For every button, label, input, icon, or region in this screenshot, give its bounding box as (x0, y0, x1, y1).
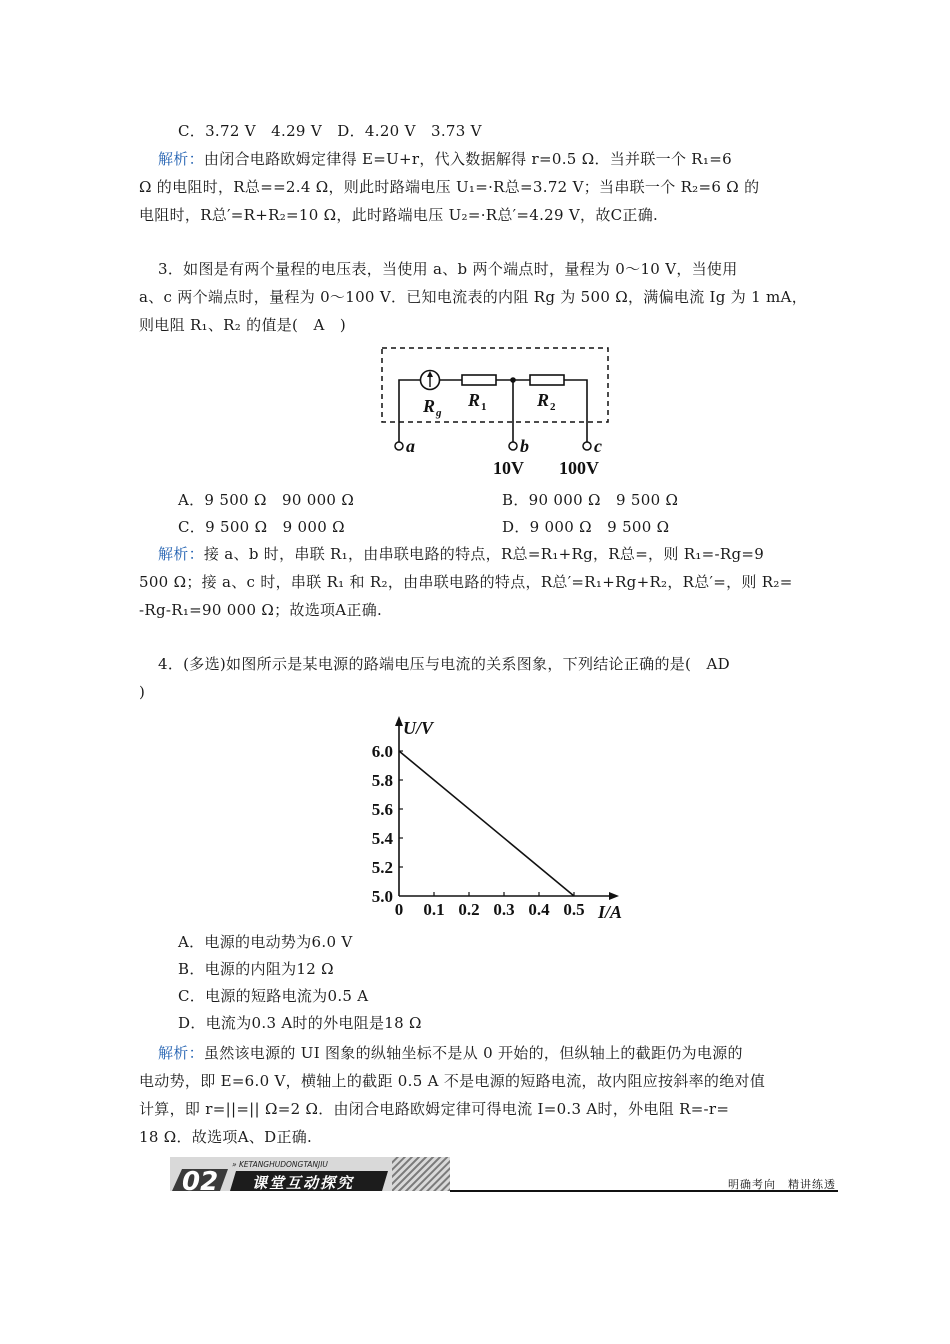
q4-analysis-line-3: 计算，即 r=||=|| Ω=2 Ω．由闭合电路欧姆定律可得电流 I=0.3 A时，外电阻 R=-r= (139, 1100, 730, 1118)
q3-option-a: A．9 500 Ω 90 000 Ω (178, 491, 355, 509)
label-terminal-c: c (594, 436, 602, 456)
y-tick-label: 5.6 (371, 800, 393, 819)
label-range-100v: 100V (559, 458, 599, 478)
q4-option-a: A．电源的电动势为6.0 V (178, 933, 353, 951)
label-rg: R (423, 396, 436, 416)
label-r1-sub: 1 (481, 401, 487, 413)
label-r2: R (537, 390, 550, 410)
analysis-label: 解析： (158, 150, 204, 168)
q3-stem-line-2: a、c 两个端点时，量程为 0～100 V．已知电流表的内阻 Rg 为 500 Ω，满偏电流 Ig 为 1 mA， (139, 288, 807, 306)
q2-options-cd: C．3.72 V 4.29 V D．4.20 V 3.73 V (178, 122, 482, 140)
q3-stem-line-1: 3．如图是有两个量程的电压表，当使用 a、b 两个端点时，量程为 0～10 V，当使用 (158, 260, 738, 278)
label-r2-sub: 2 (550, 401, 556, 413)
q3-analysis-line-3: -Rg-R₁=90 000 Ω；故选项A正确. (139, 601, 383, 619)
x-tick-label: 0.1 (423, 900, 445, 919)
q2-analysis-line-2: Ω 的电阻时，R总==2.4 Ω，则此时路端电压 U₁=·R总=3.72 V；当串联一个 R₂=6 Ω 的 (139, 178, 760, 196)
x-tick-label: 0.4 (528, 900, 550, 919)
q3-option-d: D．9 000 Ω 9 500 Ω (502, 518, 670, 536)
x-axis-label: I/A (598, 902, 623, 922)
terminal-b-icon (509, 442, 517, 450)
analysis-label: 解析： (158, 545, 204, 563)
y-tick-label: 5.4 (371, 829, 393, 848)
ui-graph (355, 712, 645, 924)
q4-stem-line-1: 4．(多选)如图所示是某电源的路端电压与电流的关系图象，下列结论正确的是( AD (158, 655, 730, 673)
wire-a (399, 380, 421, 442)
q4-stem-line-2: ) (139, 683, 146, 701)
analysis-label: 解析： (158, 1044, 204, 1062)
y-tick-label: 5.8 (371, 771, 393, 790)
y-tick-label: 5.2 (371, 858, 393, 877)
q3-analysis-line-2: 500 Ω；接 a、c 时，串联 R₁ 和 R₂，由串联电路的特点，R总′=R₁+Rg+R₂，R总′=，则 R₂= (139, 573, 793, 591)
x-tick-label: 0.3 (493, 900, 515, 919)
q3-option-c: C．9 500 Ω 9 000 Ω (178, 518, 345, 536)
resistor-r2 (530, 375, 564, 385)
q4-option-b: B．电源的内阻为12 Ω (178, 960, 334, 978)
footer-right-text: 明确考向 精讲练透 (728, 1178, 836, 1191)
y-tick-label: 5.0 (371, 887, 393, 906)
banner-number: 02 (182, 1167, 219, 1191)
q4-analysis-line-2: 电动势，即 E=6.0 V，横轴上的截距 0.5 A 不是电源的短路电流，故内阻应按斜率的绝对值 (139, 1072, 766, 1090)
q3-option-b: B．90 000 Ω 9 500 Ω (502, 491, 679, 509)
q3-analysis-line-1: 解析：接 a、b 时，串联 R₁，由串联电路的特点，R总=R₁+Rg，R总=，则 R₁=-Rg=9 (158, 545, 765, 563)
q2-analysis-line-3: 电阻时，R总′=R+R₂=10 Ω，此时路端电压 U₂=·R总′=4.29 V，故C正确. (139, 206, 659, 224)
q4-option-c: C．电源的短路电流为0.5 A (178, 987, 369, 1005)
q2-analysis-line-1: 解析：由闭合电路欧姆定律得 E=U+r，代入数据解得 r=0.5 Ω．当并联一个 R₁=6 (158, 150, 732, 168)
terminal-a-icon (395, 442, 403, 450)
label-range-10v: 10V (493, 458, 524, 478)
voltmeter-circuit-figure (378, 345, 618, 480)
q3-stem-line-3: 则电阻 R₁、R₂ 的值是( A ) (139, 316, 347, 334)
q4-analysis-line-1: 解析：虽然该电源的 UI 图象的纵轴坐标不是从 0 开始的，但纵轴上的截距仍为电源的 (158, 1044, 743, 1062)
banner-title: 课堂互动探究 (252, 1174, 355, 1191)
terminal-c-icon (583, 442, 591, 450)
y-axis-label: U/V (403, 718, 434, 738)
wire-c (564, 380, 587, 442)
y-axis-arrow-icon (395, 716, 403, 726)
x-tick-label: 0.5 (563, 900, 585, 919)
banner-pinyin: » KETANGHUDONGTANJIU (232, 1160, 328, 1169)
x-tick-label: 0 (394, 900, 404, 919)
y-tick-label: 6.0 (371, 742, 393, 761)
series-line-ui (399, 751, 574, 896)
x-tick-label: 0.2 (458, 900, 480, 919)
label-rg-sub: g (436, 407, 442, 419)
label-r1: R (468, 390, 481, 410)
label-terminal-a: a (406, 436, 415, 456)
q4-analysis-line-4: 18 Ω．故选项A、D正确. (139, 1128, 313, 1146)
q4-option-d: D．电流为0.3 A时的外电阻是18 Ω (178, 1014, 422, 1032)
label-terminal-b: b (520, 436, 529, 456)
section-banner (170, 1157, 450, 1191)
resistor-r1 (462, 375, 496, 385)
x-axis-arrow-icon (609, 892, 619, 900)
